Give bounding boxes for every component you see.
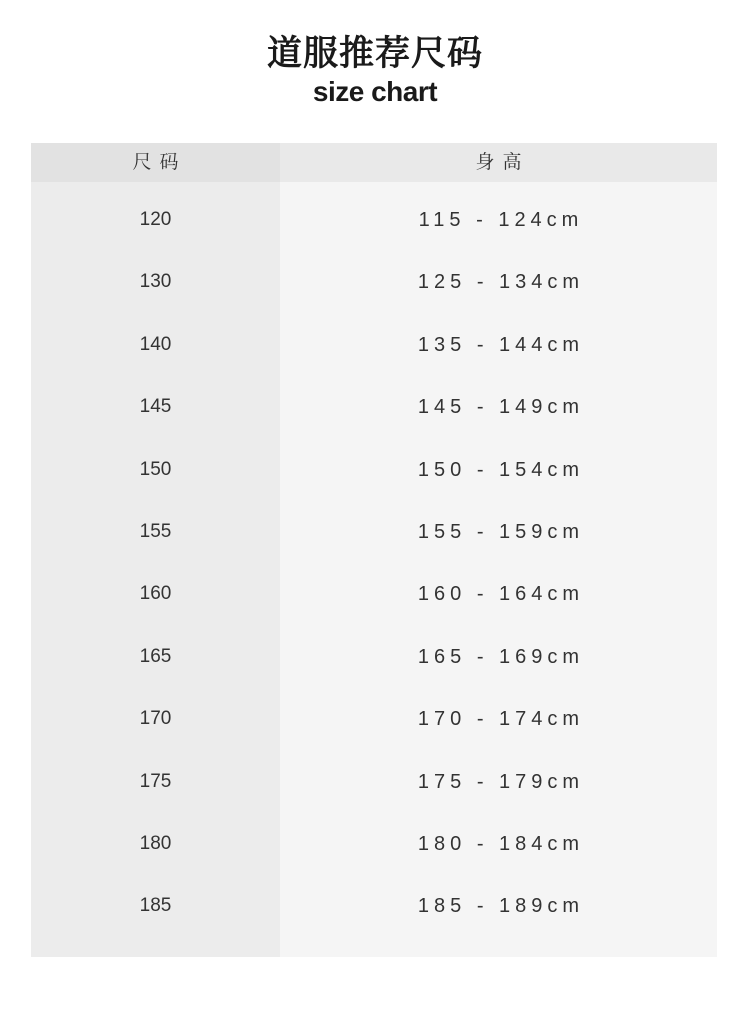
height-range-cell: 175 - 179cm	[417, 770, 585, 793]
table-row	[31, 751, 717, 813]
height-range-cell: 170 - 174cm	[417, 708, 585, 731]
table-row	[31, 376, 717, 438]
header-height: 身高	[280, 143, 717, 182]
size-cell: 155	[139, 520, 172, 542]
size-cell: 150	[139, 458, 172, 480]
table-row	[31, 875, 717, 937]
size-cell: 165	[139, 645, 172, 667]
size-cell: 130	[139, 271, 172, 293]
page-title-chinese: 道服推荐尺码	[266, 34, 483, 74]
height-range-cell: 150 - 154cm	[417, 458, 585, 481]
size-chart-table	[31, 143, 717, 957]
table-row	[31, 563, 717, 625]
height-range-cell: 125 - 134cm	[417, 271, 585, 294]
height-range-cell: 115 - 124cm	[418, 209, 584, 231]
size-cell: 160	[139, 583, 172, 605]
height-range-cell: 145 - 149cm	[417, 396, 585, 419]
header-size: 尺码	[31, 143, 280, 182]
height-range-cell: 155 - 159cm	[417, 520, 585, 543]
size-cell: 180	[139, 832, 172, 854]
size-cell: 175	[139, 770, 172, 792]
table-row	[31, 251, 717, 313]
height-range-cell: 160 - 164cm	[417, 583, 585, 606]
table-row	[31, 688, 717, 750]
table-row	[31, 626, 717, 688]
height-range-cell: 185 - 189cm	[417, 895, 585, 918]
size-cell: 170	[139, 708, 172, 730]
table-row	[31, 439, 717, 501]
table-row	[31, 189, 717, 251]
table-header-row	[31, 143, 717, 182]
table-row	[31, 813, 717, 875]
height-range-cell: 180 - 184cm	[417, 832, 585, 855]
size-cell: 145	[139, 396, 172, 418]
table-row	[31, 314, 717, 376]
table-row	[31, 501, 717, 563]
table-body	[31, 189, 717, 938]
size-cell: 120	[139, 209, 172, 230]
page-title-english: size chart	[312, 76, 438, 107]
size-cell: 140	[139, 333, 172, 355]
height-range-cell: 165 - 169cm	[417, 645, 585, 668]
height-range-cell: 135 - 144cm	[417, 333, 585, 356]
size-cell: 185	[139, 895, 172, 917]
